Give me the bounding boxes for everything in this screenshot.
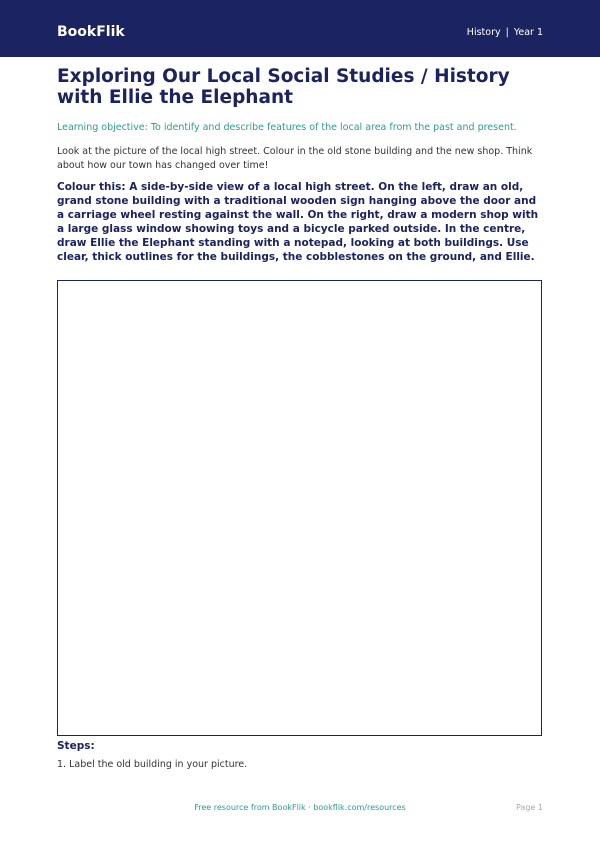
drawing-area[interactable]	[57, 280, 542, 736]
colouring-instructions: Colour this: A side-by-side view of a local high street. On the left, draw an old, grand stone building with a traditional wooden sign hanging above the door and a carriage wheel resting against the wall. On the right, draw a modern shop with a large glass window showing toys and a bicycle parked outside. In the centre, draw Ellie the Elephant standing with a notepad, looking at both buildings. Use clear, thick outlines for the buildings, the cobblestones on the ground, and Ellie.	[57, 181, 539, 263]
steps-list	[57, 758, 247, 772]
footer-credit[interactable]: Free resource from BookFlik · bookflik.com/resources	[194, 803, 406, 812]
page-title: Exploring Our Local Social Studies / History with Ellie the Elephant	[57, 66, 510, 108]
meta-separator: |	[505, 27, 509, 38]
step-item: 1. Label the old building in your picture.	[57, 759, 248, 770]
intro-text: Look at the picture of the local high street. Colour in the old stone building and the new shop. Think about how our town has changed over time!	[57, 146, 533, 171]
subject-label: History	[466, 27, 501, 38]
header-bar	[0, 0, 600, 57]
steps-heading: Steps:	[57, 740, 95, 752]
page-number: Page 1	[516, 803, 543, 812]
learning-objective: Learning objective: To identify and describe features of the local area from the past and present.	[57, 122, 517, 133]
header-meta	[467, 26, 543, 40]
brand-logo[interactable]: BookFlik	[57, 24, 125, 40]
year-label: Year 1	[513, 27, 543, 38]
